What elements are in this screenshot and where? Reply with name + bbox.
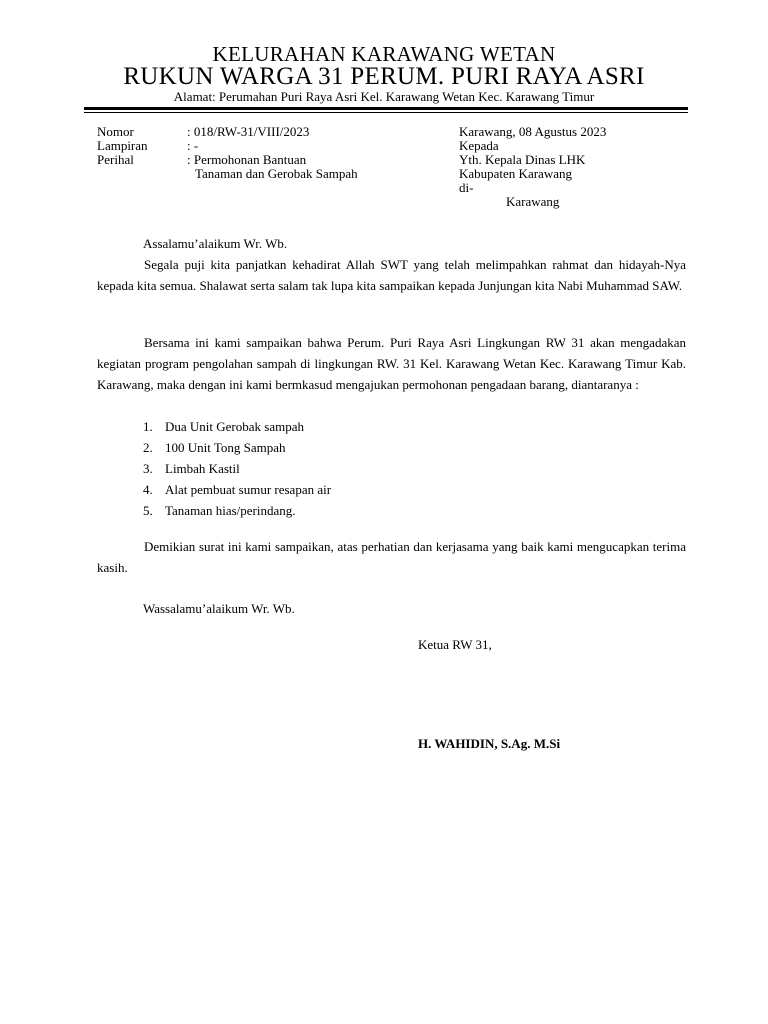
- list-item: [143, 500, 331, 521]
- letterhead-rule-thin: [84, 112, 688, 113]
- perihal-label: Perihal: [97, 152, 134, 167]
- list-item-number: 4.: [143, 482, 153, 497]
- list-item-text: 100 Unit Tong Sampah: [165, 440, 286, 455]
- request-item-list: [143, 416, 331, 521]
- list-item: [143, 416, 331, 437]
- list-item: [143, 458, 331, 479]
- recipient-line-1: Yth. Kepala Dinas LHK: [459, 152, 586, 167]
- closing-greeting: Wassalamu’alaikum Wr. Wb.: [143, 601, 295, 616]
- list-item-number: 5.: [143, 503, 153, 518]
- list-item-number: 3.: [143, 461, 153, 476]
- letterhead-address: Alamat: Perumahan Puri Raya Asri Kel. Karawang Wetan Kec. Karawang Timur: [173, 89, 595, 104]
- letterhead-line-1: KELURAHAN KARAWANG WETAN: [212, 42, 556, 66]
- paragraph-opening: Segala puji kita panjatkan kehadirat Allah SWT yang telah melimpahkan rahmat dan hidayah-Nya kepada kita semua. Shalawat serta salam tak lupa kita sampaikan kepada Junjungan kita Nabi Muhammad SAW.: [97, 257, 686, 293]
- recipient-line-2: Kabupaten Karawang: [459, 166, 572, 181]
- perihal-value-line-1: : Permohonan Bantuan: [187, 152, 307, 167]
- signature-title: Ketua RW 31,: [418, 637, 492, 652]
- list-item: [143, 479, 331, 500]
- list-item-text: Dua Unit Gerobak sampah: [165, 419, 304, 434]
- letter-date: Karawang, 08 Agustus 2023: [459, 124, 607, 139]
- paragraph-closing: Demikian surat ini kami sampaikan, atas perhatian dan kerjasama yang baik kami mengucapkan terima kasih.: [97, 539, 686, 575]
- perihal-value-line-2: Tanaman dan Gerobak Sampah: [195, 166, 358, 181]
- list-item-number: 1.: [143, 419, 153, 434]
- list-item-text: Alat pembuat sumur resapan air: [165, 482, 332, 497]
- recipient-line-3: di-: [459, 180, 474, 195]
- nomor-value: : 018/RW-31/VIII/2023: [187, 124, 310, 139]
- list-item-number: 2.: [143, 440, 153, 455]
- nomor-label: Nomor: [97, 124, 134, 139]
- list-item-text: Limbah Kastil: [165, 461, 240, 476]
- letterhead-line-2: RUKUN WARGA 31 PERUM. PURI RAYA ASRI: [123, 63, 645, 90]
- letterhead-rule-thick: [84, 107, 688, 110]
- recipient-to: Kepada: [459, 138, 499, 153]
- signature-name: H. WAHIDIN, S.Ag. M.Si: [418, 736, 561, 751]
- lampiran-label: Lampiran: [97, 138, 148, 153]
- lampiran-value: : -: [187, 138, 199, 153]
- list-item: [143, 437, 331, 458]
- recipient-line-4: Karawang: [506, 194, 560, 209]
- greeting: Assalamu’alaikum Wr. Wb.: [143, 236, 288, 251]
- list-item-text: Tanaman hias/perindang.: [165, 503, 296, 518]
- paragraph-request: Bersama ini kami sampaikan bahwa Perum. Puri Raya Asri Lingkungan RW 31 akan mengadakan kegiatan program pengolahan sampah di lingkungan RW. 31 Kel. Karawang Wetan Kec. Karawang Timur Kab. Karawang, maka dengan ini kami bermkasud mengajukan permohonan pengadaan barang, diantaranya :: [97, 335, 686, 392]
